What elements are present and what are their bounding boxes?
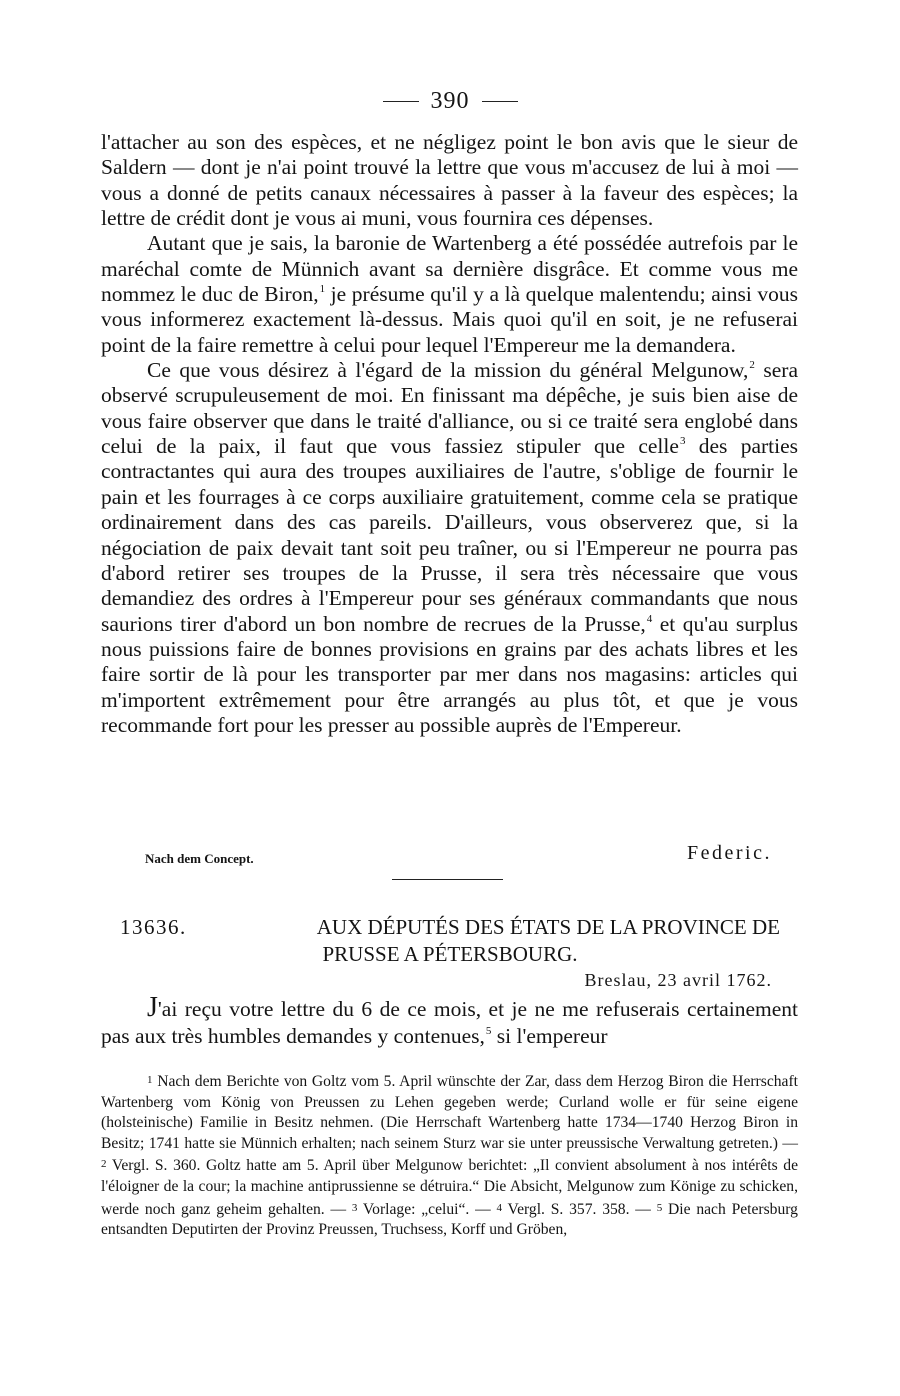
footnote-ref-3[interactable]: 3 — [679, 435, 686, 448]
header-right-dash — [482, 101, 518, 102]
footnote-text-4: Vergl. S. 357. 358. — — [502, 1200, 657, 1218]
letter-heading — [120, 914, 780, 968]
letter-heading-line-1 — [120, 914, 780, 941]
page-number: 390 — [430, 88, 470, 114]
footnote-block — [101, 1070, 798, 1241]
paragraph-2-text-b: je présume qu'il y a là quelque malentendu; ainsi vous vous informerez exactement là-dessus. Mais quoi qu'il en soit, je ne refuserai point de la faire remettre à celui pour lequel l'Empereur me la demandera. — [101, 282, 798, 357]
footnote-text-1: Nach dem Berichte von Goltz vom 5. April wünschte der Zar, dass dem Herzog Biron die Herrschaft Wartenberg vom König von Preussen zu Lehen gegeben werde; Curland wolle er für seine eigene (holsteinische) Familie in Besitz nehmen. (Die Herrschaft Wartenberg hatte 1734—1740 Herzog Biron in Besitz; 1741 hatte sie Münnich erhalten; nach seinem Sturz war sie unter preussische Verwaltung getreten.) — — [101, 1073, 798, 1152]
letter-text-a: 'ai reçu votre lettre du 6 de ce mois, et je ne me refuserais certainement pas aux très humbles demandes y contenues, — [101, 997, 798, 1048]
footnote-ref-2[interactable]: 2 — [749, 359, 755, 372]
footnote-marker-1: 1 — [147, 1074, 153, 1086]
header-left-dash — [383, 101, 419, 102]
paragraph-2 — [101, 231, 798, 358]
footnote-ref-5[interactable]: 5 — [485, 1025, 492, 1037]
drop-cap: J — [147, 992, 158, 1023]
letter-paragraph-1 — [101, 994, 798, 1050]
paragraph-3-text-c: des parties contractantes qui aura des troupes auxiliaires de l'autre, s'oblige de fournir le pain et les fourrages à ce corps auxiliaire gratuitement, comme cela se pratique ordinairement dans des cas pareils. D'ailleurs, vous observerez que, si la négociation de paix devait tant soit peu traîner, ou si l'Empereur ne pourra pas d'abord retirer ses troupes de la Prusse, il sera très nécessaire que vous demandiez des ordres à l'Empereur pour ses généraux commandants que nous saurions tirer d'abord un bon nombre de recrues de la Prusse, — [101, 434, 799, 636]
footnote-text-3: Vorlage: „celui“. — — [357, 1200, 497, 1218]
footnotes — [101, 1070, 798, 1241]
paragraph-3-text-d: et qu'au surplus nous puissions faire de bonnes provisions en grains par des achats libres et les faire sortir de là pour les transporter par mer dans nos magasins: articles qui m'importent extrêmement pour être arrangés au plus tôt, et que je vous recommande fort pour les presser au possible auprès de l'Empereur. — [101, 611, 798, 737]
footnote-marker-4: 4 — [496, 1201, 503, 1214]
dateline: Breslau, 23 avril 1762. — [584, 970, 772, 990]
letter-title-line-1: AUX DÉPUTÉS DES ÉTATS DE LA PROVINCE DE — [316, 915, 780, 939]
section-divider — [392, 879, 503, 880]
source-note: Nach dem Concept. — [145, 851, 254, 866]
paragraph-3-text-b: sera observé scrupuleusement de moi. En finissant ma dépêche, je suis bien aise de vous faire observer que dans le traité d'alliance, ou si ce traité sera englobé dans celui de la paix, il faut que vous fassiez stipuler que celle — [101, 358, 798, 459]
paragraph-2-text-a: Autant que je sais, la baronie de Wartenberg a été possédée autrefois par le maréchal comte de Münnich avant sa dernière disgrâce. Et comme vous me nommez le duc de Biron, — [101, 231, 798, 307]
footnote-text-5: Die nach Petersburg entsandten Deputirten der Provinz Preussen, Truchsess, Korff und Gröben, — [101, 1200, 798, 1239]
closing-row — [101, 842, 798, 872]
letter-title-line-2: PRUSSE A PÉTERSBOURG. — [322, 942, 578, 966]
paragraph-1-text: l'attacher au son des espèces, et ne négligez point le bon avis que le sieur de Saldern — dont je n'ai point trouvé la lettre que vous m'accusez de lui à moi — vous a donné de petits canaux nécessaires à passer à la faveur des espèces; la lettre de crédit dont je vous ai muni, vous fournira ces dépenses. — [101, 130, 798, 231]
footnote-ref-4[interactable]: 4 — [646, 612, 653, 625]
footnote-marker-5: 5 — [656, 1201, 663, 1214]
letter-continuation — [101, 130, 798, 738]
letter-text-b: si l'empereur — [491, 1024, 608, 1048]
page-header — [0, 86, 900, 116]
signature: Federic. — [687, 842, 772, 864]
footnote-marker-2: 2 — [101, 1158, 107, 1171]
footnote-text-2: Vergl. S. 360. Goltz hatte am 5. April über Melgunow berichtet: „Il convient absolument à nos intérêts de l'éloigner de la cour; la machine antiprussienne se détruira.“ Die Absicht, Melgunow zum Könige zu schicken, werde noch ganz geheim gehalten. — — [101, 1157, 798, 1218]
paragraph-1 — [101, 130, 798, 231]
paragraph-3-text-a: Ce que vous désirez à l'égard de la mission du général Melgunow, — [147, 358, 749, 383]
footnote-ref-1[interactable]: 1 — [319, 283, 326, 296]
footnote-marker-3: 3 — [351, 1201, 358, 1214]
letter-number: 13636. — [120, 915, 187, 939]
paragraph-3 — [101, 358, 798, 738]
letter-body — [101, 994, 798, 1050]
